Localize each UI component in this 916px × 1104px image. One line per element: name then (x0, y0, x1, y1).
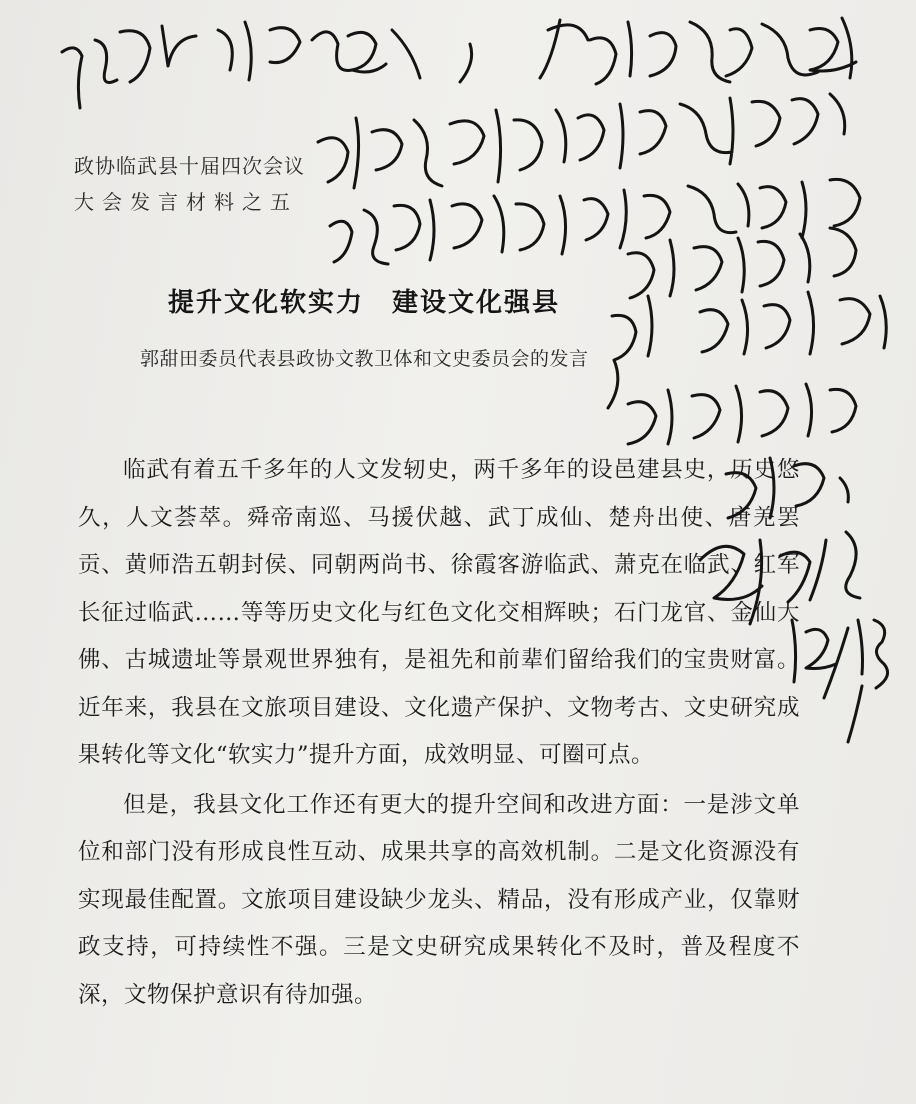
document-subtitle: 郭甜田委员代表县政协文教卫体和文史委员会的发言 (140, 348, 589, 370)
document-header (74, 148, 305, 220)
document-body (78, 447, 800, 1019)
conference-name: 政协临武县十届四次会议 (74, 154, 305, 178)
body-paragraph-1: 临武有着五千多年的人文发轫史，两千多年的设邑建县史，历史悠久，人文荟萃。舜帝南巡、马援伏越、武丁成仙、楚舟出使、唐羌罢贡、黄师浩五朝封侯、同朝两尚书、徐霞客游临武、萧克在临武、红军长征过临武……等等历史文化与红色文化交相辉映；石门龙官、金仙大佛、古城遗址等景观世界独有，是祖先和前辈们留给我们的宝贵财富。近年来，我县在文旅项目建设、文化遗产保护、文物考古、文史研究成果转化等文化“软实力”提升方面，成效明显、可圈可点。 (78, 457, 800, 768)
document-title: 提升文化软实力 建设文化强县 (168, 288, 561, 318)
body-paragraph-2: 但是，我县文化工作还有更大的提升空间和改进方面：一是涉文单位和部门没有形成良性互动、成果共享的高效机制。二是文化资源没有实现最佳配置。文旅项目建设缺少龙头、精品，没有形成产业，仅靠财政支持，可持续性不强。三是文史研究成果转化不及时，普及程度不深，文物保护意识有待加强。 (78, 791, 800, 1008)
material-number: 大会发言材料之五 (74, 190, 298, 214)
